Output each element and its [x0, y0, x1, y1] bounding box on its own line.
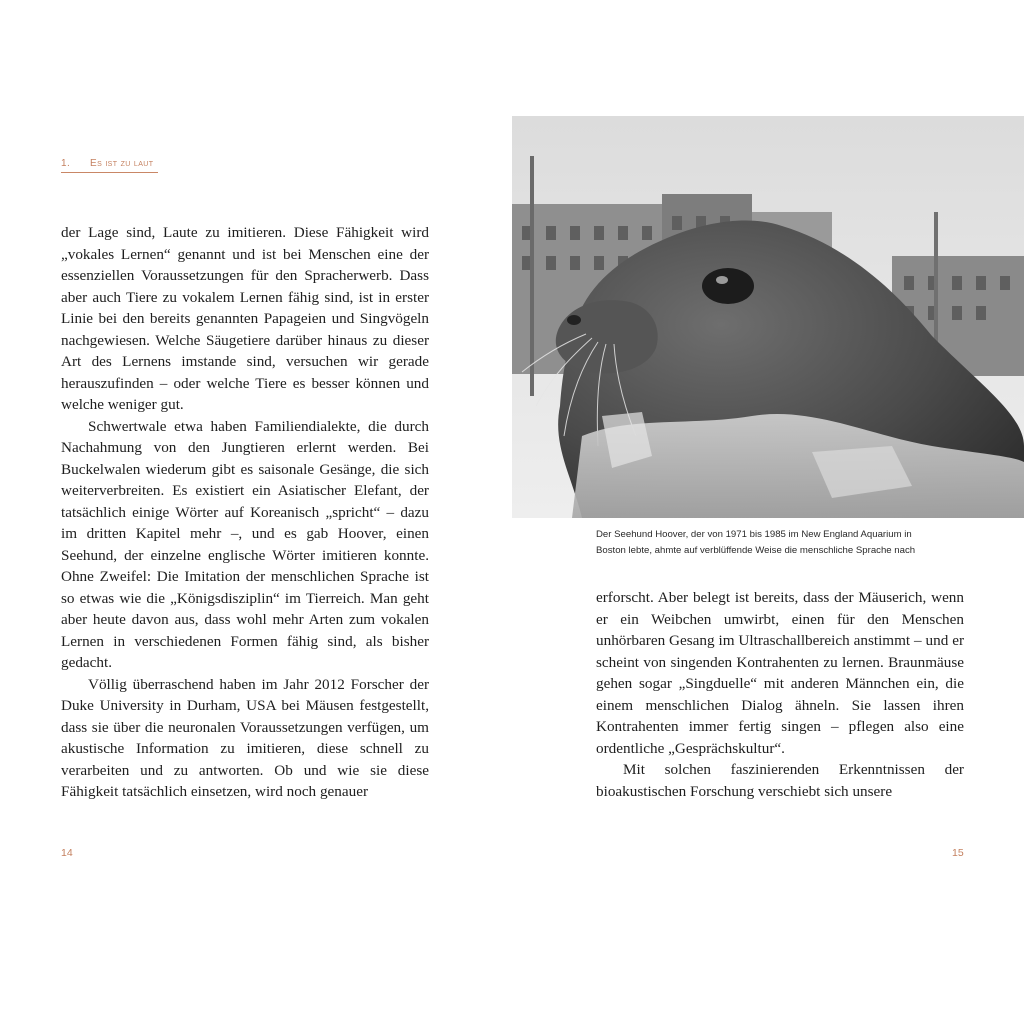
paragraph: der Lage sind, Laute zu imitieren. Diese Fähigkeit wird „vokales Lernen“ genannt und ist bei Menschen eine der essenziellen Voraussetzungen für den Spracherwerb. Dass aber auch Tiere zu vokalem Lernen fähig sind, ist in erster Linie bei den bereits genannten Papageien und Singvögeln nachgewiesen. Welche Säugetiere darüber hinaus zu dieser Art des Lernens imstande sind, versuchen wir gerade herauszufinden – oder welche Tiere es besser können und welche weniger gut.	[61, 224, 429, 413]
paragraph: Völlig überraschend haben im Jahr 2012 Forscher der Duke University in Durham, USA bei Mäusen festgestellt, dass sie über die neuronalen Voraussetzungen verfügen, um akustische Information zu imitieren, diese schnell zu verarbeiten und zu antworten. Ob und wie sie diese Fähigkeit tatsächlich einsetzen, wird noch genauer	[61, 675, 429, 800]
paragraph: Schwertwale etwa haben Familiendialekte, die durch Nachahmung von den Jungtieren erlernt werden. Bei Buckelwalen wiederum gibt es saisonale Gesänge, die sich weiterverbreiten. Es existiert ein Asiatischer Elefant, der tatsächlich einige Wörter auf Koreanisch „spricht“ – dazu im dritten Kapitel mehr –, und es gab Hoover, einen Seehund, der einzelne englische Wörter imitieren konnte. Ohne Zweifel: Die Imitation der menschlichen Sprache ist so etwas wie die „Königsdisziplin“ im Tierreich. Man geht aber heute davon aus, dass wohl mehr Arten zum vokalen Lernen in verschiedenen Formen fähig sind, als bisher gedacht.	[61, 417, 429, 671]
paragraph: Mit solchen faszinierenden Erkenntnissen der bioakustischen Forschung verschiebt sich unsere	[596, 761, 964, 800]
caption-line: Der Seehund Hoover, der von 1971 bis 1985 im New England Aquarium in	[596, 529, 912, 540]
page-number-right: 15	[952, 847, 964, 859]
paragraph: erforscht. Aber belegt ist bereits, dass der Mäuserich, wenn er ein Weibchen umwirbt, einen für den Menschen unhörbaren Gesang im Ultraschallbereich anstimmt – und er scheint von singenden Kontrahenten zu lernen. Braunmäuse gehen sogar „Singduelle“ mit anderen Männchen ein, die einem menschlichen Dialog ähneln. Sie lassen ihren Kontrahenten immer fertig singen – pflegen also eine ordentliche „Gesprächskultur“.	[596, 589, 964, 757]
photo-caption	[596, 527, 986, 559]
caption-line: Boston lebte, ahmte auf verblüffende Weise die menschliche Sprache nach	[596, 545, 916, 556]
left-body-text	[61, 222, 429, 803]
right-page	[512, 0, 1024, 1024]
page-number-left: 14	[61, 847, 73, 859]
chapter-number: 1.	[61, 158, 71, 169]
right-body-text	[596, 587, 964, 802]
chapter-title: Es ist zu laut	[90, 158, 154, 169]
seal-photo	[512, 116, 1024, 518]
running-head	[61, 158, 158, 173]
